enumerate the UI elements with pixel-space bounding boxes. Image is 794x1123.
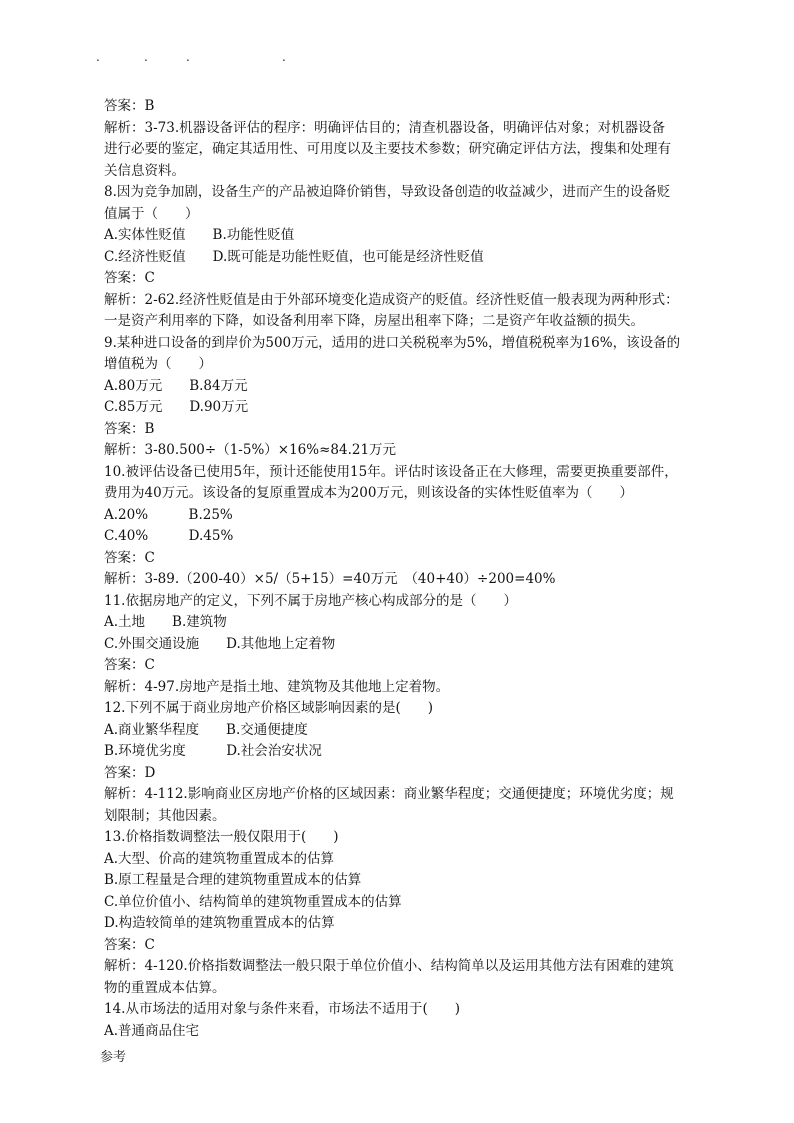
text-line: 解析：4-112.影响商业区房地产价格的区域因素：商业繁华程度；交通便捷度；环境优劣度；规 xyxy=(104,786,674,802)
document-body xyxy=(104,96,696,1042)
text-line: 解析：4-120.价格指数调整法一般只限于单位价值小、结构简单以及运用其他方法有困难的建筑 xyxy=(104,958,674,974)
text-line: 值属于（ ） xyxy=(104,205,199,222)
text-line: A.20% B.25% xyxy=(104,506,233,523)
text-line: C.40% D.45% xyxy=(104,528,234,544)
text-line: 解析：2-62.经济性贬值是由于外部环境变化造成资产的贬值。经济性贬值一般表现为两种形式： xyxy=(104,291,679,308)
text-line: 答案：C xyxy=(104,936,155,953)
text-line: 解析：3-73.机器设备评估的程序：明确评估目的；清查机器设备，明确评估对象；对机器设备 xyxy=(104,119,666,136)
header-dot: . xyxy=(144,50,148,64)
header-dots xyxy=(96,52,296,62)
header-dot: . xyxy=(96,50,100,64)
text-line: C.单位价值小、结构简单的建筑物重置成本的估算 xyxy=(104,893,402,910)
text-line: 10.被评估设备已使用5年，预计还能使用15年。评估时该设备正在大修理，需要更换重要部件， xyxy=(104,463,678,480)
text-line: 13.价格指数调整法一般仅限用于( ) xyxy=(104,829,339,845)
text-line: 答案：D xyxy=(104,764,156,781)
text-line: 解析：3-89.（200-40）×5/（5+15）=40万元 （40+40）÷200=40% xyxy=(104,571,556,587)
text-line: B.环境优劣度 D.社会治安状况 xyxy=(104,743,322,759)
header-dot: . xyxy=(186,50,190,64)
text-line: 划限制；其他因素。 xyxy=(104,807,226,824)
text-line: A.80万元 B.84万元 xyxy=(104,377,248,394)
text-line: 答案：C xyxy=(104,657,155,673)
text-line: A.土地 B.建筑物 xyxy=(104,614,227,630)
text-line: A.普通商品住宅 xyxy=(104,1022,200,1039)
text-line: 12.下列不属于商业房地产价格区域影响因素的是( ) xyxy=(104,700,434,716)
text-line: 11.依据房地产的定义，下列不属于房地产核心构成部分的是（ ） xyxy=(104,592,517,609)
text-line: A.商业繁华程度 B.交通便捷度 xyxy=(104,721,308,738)
text-line: C.外围交通设施 D.其他地上定着物 xyxy=(104,635,336,652)
text-line: 解析：3-80.500÷（1-5%）×16%≈84.21万元 xyxy=(104,442,397,458)
text-line: 费用为40万元。该设备的复原重置成本为200万元，则该设备的实体性贬值率为（ ） xyxy=(104,485,633,501)
text-line: 答案：C xyxy=(104,549,155,566)
text-line: 增值税为（ ） xyxy=(104,356,212,372)
text-line: 解析：4-97.房地产是指土地、建筑物及其他地上定着物。 xyxy=(104,678,450,695)
text-line: 答案：C xyxy=(104,270,155,286)
text-line: B.原工程量是合理的建筑物重置成本的估算 xyxy=(104,872,362,888)
text-line: 一是资产利用率的下降，如设备利用率下降，房屋出租率下降；二是资产年收益额的损失。 xyxy=(104,313,644,329)
text-line: 9.某种进口设备的到岸价为500万元，适用的进口关税税率为5%，增值税税率为16%，该设备的 xyxy=(104,334,681,351)
page-footer: 参考 xyxy=(100,1050,127,1065)
text-line: 8.因为竞争加剧，设备生产的产品被迫降价销售，导致设备创造的收益减少，进而产生的设备贬 xyxy=(104,184,671,200)
text-line: C.85万元 D.90万元 xyxy=(104,399,249,415)
header-dot: . xyxy=(282,50,286,64)
text-line: A.实体性贬值 B.功能性贬值 xyxy=(104,227,295,243)
text-line: A.大型、价高的建筑物重置成本的估算 xyxy=(104,850,335,867)
text-line: 答案：B xyxy=(104,420,155,437)
text-line: 物的重置成本估算。 xyxy=(104,979,226,996)
text-line: D.构造较简单的建筑物重置成本的估算 xyxy=(104,915,335,931)
text-line: 进行必要的鉴定，确定其适用性、可用度以及主要技术参数；研究确定评估方法，搜集和处理有 xyxy=(104,141,671,157)
text-line: C.经济性贬值 D.既可能是功能性贬值，也可能是经济性贬值 xyxy=(104,248,484,265)
text-line: 答案：B xyxy=(104,98,155,114)
text-line: 14.从市场法的适用对象与条件来看，市场法不适用于( ) xyxy=(104,1001,461,1017)
text-line: 关信息资料。 xyxy=(104,162,185,179)
